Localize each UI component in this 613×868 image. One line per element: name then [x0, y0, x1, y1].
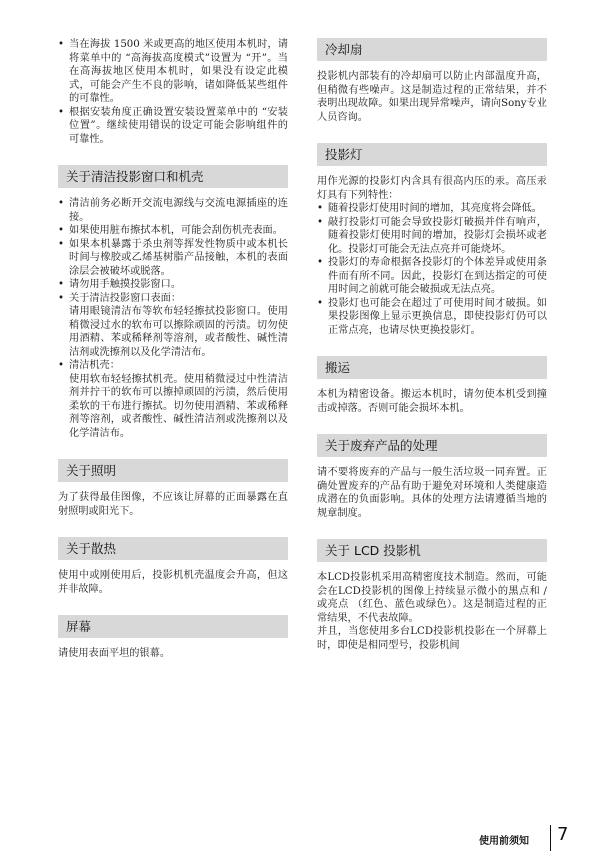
section-intro: 用作光源的投影灯内含具有很高内压的汞。高压汞灯具有下列特性：: [317, 176, 547, 201]
section-heading: 投影灯: [317, 143, 547, 166]
section-text: 为了获得最佳图像，不应该让屏幕的正面暴露在直射照明或阳光下。: [58, 492, 288, 517]
section-heading: 关于 LCD 投影机: [317, 539, 547, 562]
list-item: [58, 292, 288, 360]
list-item-text: 关于清洁投影窗口表面：: [69, 292, 182, 304]
list-item: [58, 359, 288, 440]
section-text: 请使用表面平坦的银幕。: [58, 648, 171, 659]
list-item-detail: 使用软布轻轻擦拭机壳。使用稍微浸过中性清洁剂并拧干的软布可以擦掉顽固的污渍，然后使用柔软的干布进行擦拭。切勿使用酒精、苯或稀释剂等溶剂，或者酸性、碱性清洁剂或洗擦剂以及化学清洁布。: [69, 373, 288, 439]
list-item: • 当在海拔 1500 米或更高的地区使用本机时，请将菜单中的 “高海拔高度模式”设置为 “开”。当在高海拔地区使用本机时，如果没有设定此模式，可能会产生不良的影响，诸如降低某些组件的可靠性。: [58, 38, 288, 106]
intro-list: [58, 38, 288, 146]
fan-section: [317, 38, 547, 124]
page-number: 7: [557, 824, 569, 845]
list-item: • 投影灯的寿命根据各投影灯的个体差异或使用条件而有所不同。因此，投影灯在到达指定的可使用时间之前就可能会破损或无法点亮。: [317, 256, 547, 297]
cleaning-list: [58, 197, 288, 440]
section-heading: 关于照明: [58, 459, 288, 482]
list-item: [58, 278, 288, 292]
section-heading: 屏幕: [58, 615, 288, 638]
list-item-text: 如果使用脏布擦拭本机，可能会刮伤机壳表面。: [69, 225, 283, 236]
list-item: [58, 224, 288, 238]
lamp-list: [317, 202, 547, 337]
screen-section: [58, 615, 288, 661]
right-column: [317, 38, 547, 671]
section-text: 请不要将废弃的产品与一般生活垃圾一同弃置。正确处置废弃的产品有助于避免对环境和人类健康造成潜在的负面影响。具体的处理方法请遵循当地的规章制度。: [317, 467, 547, 519]
list-item: [58, 238, 288, 279]
section-text: 并且，当您使用多台LCD投影机投影在一个屏幕上时，即使是相同型号，投影机间: [317, 626, 547, 651]
cleaning-section: [58, 165, 288, 440]
lamp-section: [317, 143, 547, 337]
section-text: 使用中或刚使用后，投影机机壳温度会升高，但这并非故障。: [58, 570, 288, 595]
list-item-text: 请勿用手触摸投影窗口。: [69, 279, 182, 290]
lighting-section: [58, 459, 288, 518]
list-item: • 随着投影灯使用时间的增加，其亮度将会降低。: [317, 202, 547, 216]
footer-divider: [550, 825, 551, 851]
list-item-text: 清洁前务必断开交流电源线与交流电源插座的连接。: [69, 198, 288, 223]
section-text: 本LCD投影机采用高精密度技术制造。然而，可能会在LCD投影机的图像上持续显示微小的黑点和 / 或亮点 （红色、蓝色或绿色）。这是制造过程的正常结果，不代表故障。: [317, 572, 547, 624]
section-heading: 关于散热: [58, 537, 288, 560]
footer-section-label: 使用前须知: [479, 836, 529, 847]
list-item: [58, 197, 288, 224]
left-column: [58, 38, 288, 680]
transport-section: [317, 356, 547, 415]
section-text: 投影机内部装有的冷却扇可以防止内部温度升高，但稍微有些噪声。这是制造过程的正常结果，并不表明出现故障。如果出现异常噪声，请向Sony专业人员咨询。: [317, 71, 547, 123]
section-heading: 关于清洁投影窗口和机壳: [58, 165, 288, 188]
lcd-section: [317, 539, 547, 652]
disposal-section: [317, 434, 547, 520]
list-item-text: 如果本机暴露于杀虫剂等挥发性物质中或本机长时间与橡胶或乙烯基树脂产品接触，本机的表面涂层会被破坏或脱落。: [69, 238, 288, 277]
list-item: • 投影灯也可能会在超过了可使用时间才破损。如果投影图像上显示更换信息，即使投影灯仍可以正常点亮，也请尽快更换投影灯。: [317, 297, 547, 338]
list-item-text: 清洁机壳：: [69, 360, 120, 371]
section-heading: 冷却扇: [317, 38, 547, 61]
intro-section: [58, 38, 288, 146]
list-item: • 根据安装角度正确设置安装设置菜单中的 “安装位置”。继续使用错误的设定可能会影响组件的可靠性。: [58, 106, 288, 147]
section-heading: 搬运: [317, 356, 547, 379]
heat-section: [58, 537, 288, 596]
section-heading: 关于废弃产品的处理: [317, 434, 547, 457]
list-item: • 敲打投影灯可能会导致投影灯破损并伴有响声，随着投影灯使用时间的增加，投影灯会损坏或老化。投影灯可能会无法点亮并可能烧坏。: [317, 216, 547, 257]
section-text: 本机为精密设备。搬运本机时，请勿使本机受到撞击或掉落。否则可能会损坏本机。: [317, 389, 547, 414]
list-item-detail: 请用眼镜清洁布等软布轻轻擦拭投影窗口。使用稍微浸过水的软布可以擦除顽固的污渍。切勿使用酒精、苯或稀释剂等溶剂，或者酸性、碱性清洁剂或洗擦剂以及化学清洁布。: [69, 306, 288, 358]
